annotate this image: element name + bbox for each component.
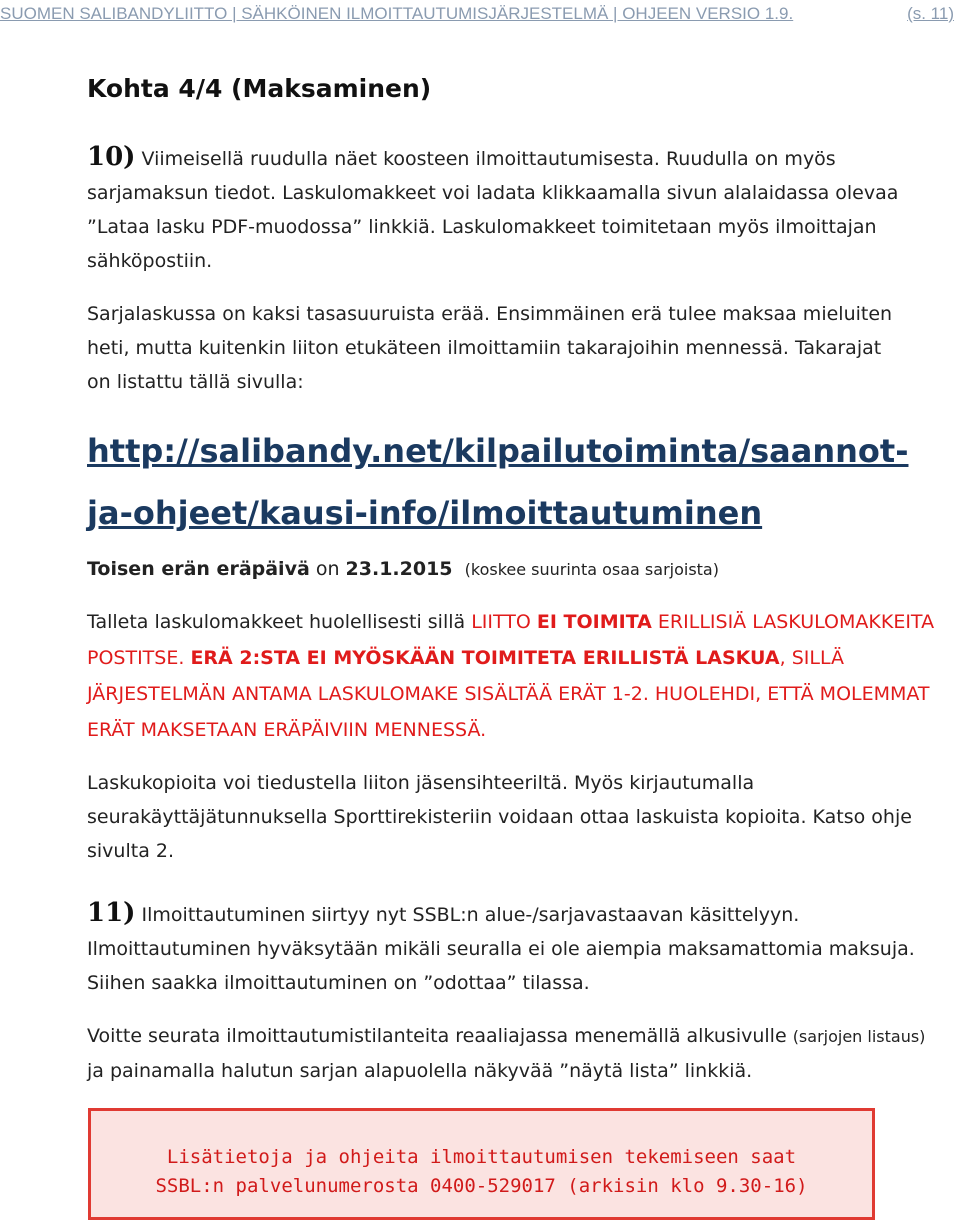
step-10-line-1: 10) Viimeisellä ruudulla näet koosteen ilmoittautumisesta. Ruudulla on myös — [87, 142, 836, 172]
due-date: 23.1.2015 — [345, 558, 453, 580]
due-date-note: (koskee suurinta osaa sarjoista) — [464, 560, 719, 579]
step-10-line-4: sähköpostiin. — [87, 250, 213, 272]
registration-info-link[interactable]: http://salibandy.net/kilpailutoiminta/saannot-ja-ohjeet/kausi-info/ilmoittautuminen — [87, 432, 909, 532]
step-10-line-2: sarjamaksun tiedot. Laskulomakkeet voi ladata klikkaamalla sivun alalaidassa olevaa — [87, 182, 899, 204]
follow-paragraph: Voitte seurata ilmoittautumistilanteita reaaliajassa menemällä alkusivulle (sarjojen listaus) ja painamalla halutun sarjan alapuolella näkyvää ”näytä lista” linkkiä. — [87, 1025, 926, 1082]
step-10-line-3: ”Lataa lasku PDF-muodossa” linkkiä. Laskulomakkeet toimitetaan myös ilmoittajan — [87, 216, 877, 238]
step-10-number: 10) — [87, 142, 136, 172]
section-title: Kohta 4/4 (Maksaminen) — [87, 74, 432, 103]
notice-line-2: SSBL:n palvelunumerosta 0400-529017 (arkisin klo 9.30-16) — [155, 1175, 808, 1197]
page-number: (s. 11) — [907, 4, 954, 23]
warning-paragraph: Talleta laskulomakkeet huolellisesti sillä LIITTO EI TOIMITA ERILLISIÄ LASKULOMAKKEITA POSTITSE. ERÄ 2:STA EI MYÖSKÄÄN TOIMITETA ERILLISTÄ LASKUA, SILLÄ JÄRJESTELMÄN ANTAMA LASKULOMAKE SISÄLTÄÄ ERÄT 1-2. HUOLEHDI, ETTÄ MOLEMMAT ERÄT MAKSETAAN ERÄPÄIVIIN MENNESSÄ. — [87, 611, 935, 741]
step-11-paragraph: 11) Ilmoittautuminen siirtyy nyt SSBL:n alue-/sarjavastaavan käsittelyyn. Ilmoittautuminen hyväksytään mikäli seuralla ei ole aiempia maksamattomia maksuja. Siihen saakka ilmoittautuminen on ”odottaa” tilassa. — [87, 898, 915, 994]
invoice-copies-paragraph: Laskukopioita voi tiedustella liiton jäsensihteeriltä. Myös kirjautumalla seurakäyttäjätunnuksella Sporttirekisteriin voidaan ottaa laskuista kopioita. Katso ohje sivulta 2. — [87, 772, 912, 862]
contact-notice-box — [88, 1108, 875, 1220]
due-date-line: Toisen erän eräpäivä on 23.1.2015 (koskee suurinta osaa sarjoista) — [87, 558, 719, 580]
step-10-paragraph — [87, 140, 927, 278]
page-header — [0, 2, 960, 30]
step-11-number: 11) — [87, 898, 136, 928]
header-title: SUOMEN SALIBANDYLIITTO | SÄHKÖINEN ILMOITTAUTUMISJÄRJESTELMÄ | OHJEEN VERSIO 1.9. — [0, 4, 794, 23]
due-date-label: Toisen erän eräpäivä — [87, 558, 310, 580]
installments-paragraph: Sarjalaskussa on kaksi tasasuuruista erää. Ensimmäinen erä tulee maksaa mieluiten heti, mutta kuitenkin liiton etukäteen ilmoittamiin takarajoihin mennessä. Takarajat on listattu tällä sivulla: — [87, 303, 893, 393]
notice-line-1: Lisätietoja ja ohjeita ilmoittautumisen tekemiseen saat — [166, 1146, 797, 1168]
